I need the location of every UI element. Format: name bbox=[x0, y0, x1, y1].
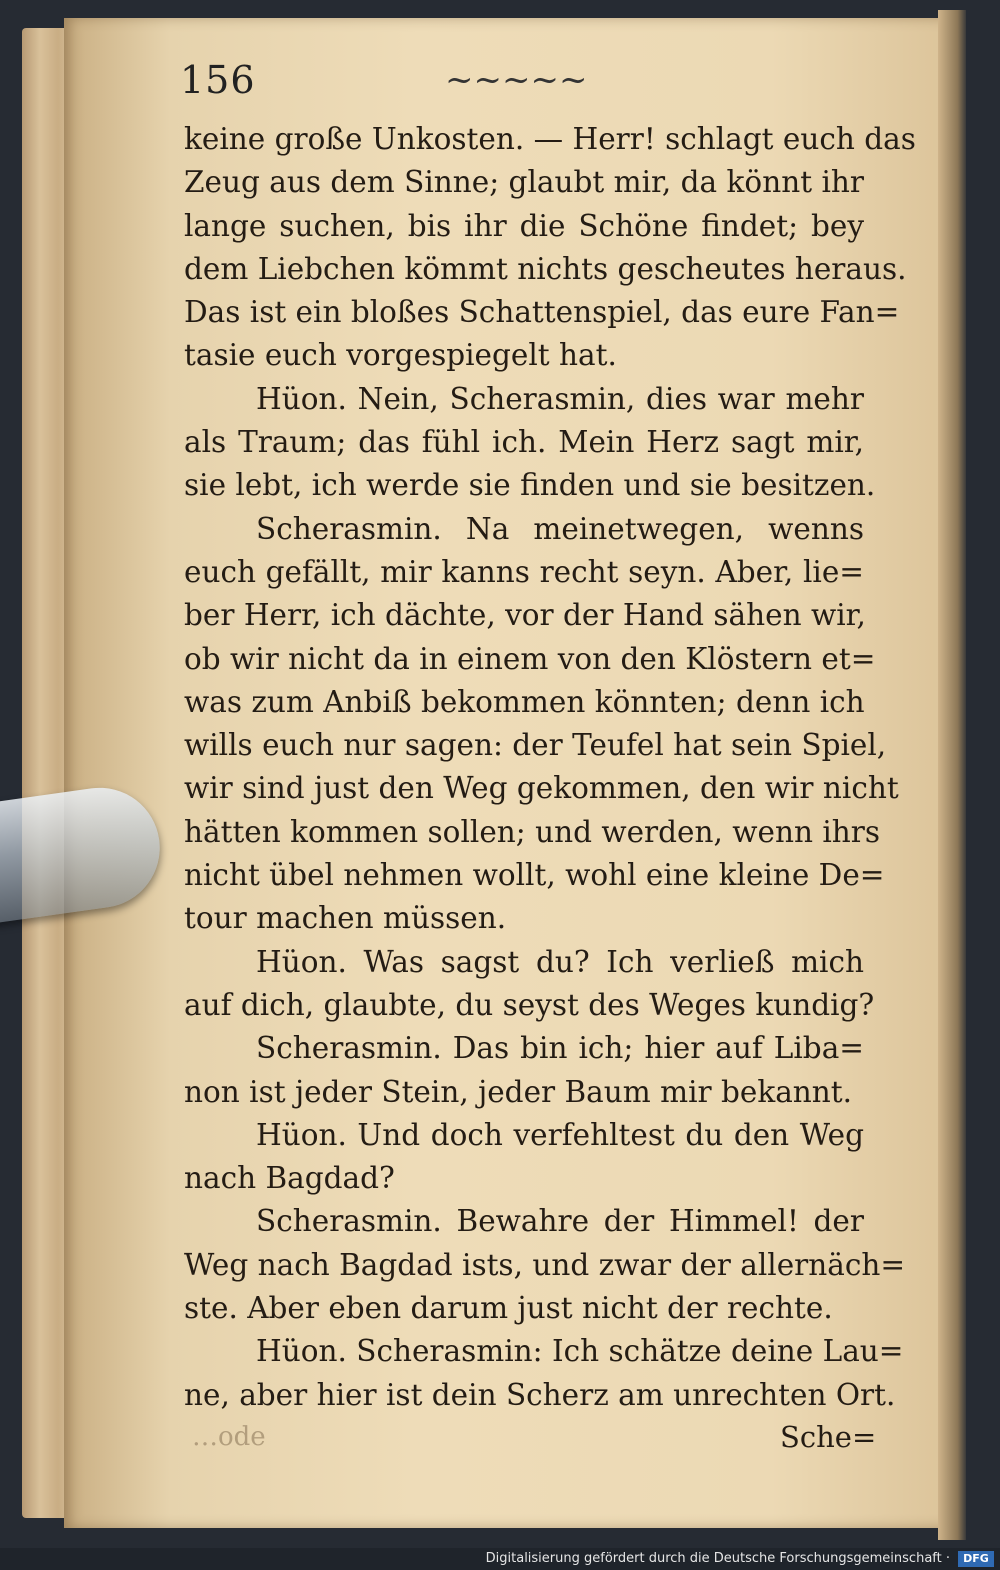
text-line: euch gefällt, mir kanns recht seyn. Aber, lie= bbox=[184, 554, 864, 589]
page-gutter bbox=[938, 10, 966, 1540]
page-text bbox=[184, 118, 916, 1417]
text-line: Hüon. Und doch verfehltest du den Weg bbox=[256, 1117, 864, 1152]
faint-stamp: …ode bbox=[192, 1422, 266, 1452]
page-number: 156 bbox=[180, 58, 256, 102]
text-line: Weg nach Bagdad ists, und zwar der allernäch= bbox=[184, 1247, 906, 1282]
digitization-footer bbox=[0, 1548, 1000, 1570]
text-line: Scherasmin. Bewahre der Himmel! der bbox=[256, 1204, 864, 1239]
dfg-logo-icon: DFG bbox=[958, 1551, 994, 1567]
text-line: tour machen müssen. bbox=[184, 901, 507, 936]
text-line: Das ist ein bloßes Schattenspiel, das eure Fan= bbox=[184, 295, 900, 330]
text-line: als Traum; das fühl ich. Mein Herz sagt mir, bbox=[184, 425, 864, 460]
text-line: lange suchen, bis ihr die Schöne findet; bey bbox=[184, 208, 864, 243]
text-line: Hüon. Nein, Scherasmin, dies war mehr bbox=[256, 381, 864, 416]
text-line: ste. Aber eben darum just nicht der rechte. bbox=[184, 1291, 833, 1326]
text-line: auf dich, glaubte, du seyst des Weges kundig? bbox=[184, 987, 875, 1022]
text-line: Scherasmin. Na meinetwegen, wenns bbox=[256, 511, 864, 546]
text-line: Hüon. Scherasmin: Ich schätze deine Lau= bbox=[256, 1334, 904, 1369]
text-line: sie lebt, ich werde sie finden und sie besitzen. bbox=[184, 468, 876, 503]
text-line: Zeug aus dem Sinne; glaubt mir, da könnt ihr bbox=[184, 165, 864, 200]
text-line: nach Bagdad? bbox=[184, 1161, 395, 1196]
text-line: tasie euch vorgespiegelt hat. bbox=[184, 338, 617, 373]
text-line: wir sind just den Weg gekommen, den wir nicht bbox=[184, 771, 899, 806]
text-line: ob wir nicht da in einem von den Klöstern et= bbox=[184, 641, 876, 676]
text-line: keine große Unkosten. — Herr! schlagt euch das bbox=[184, 122, 916, 156]
text-line: Hüon. Was sagst du? Ich verließ mich bbox=[256, 944, 864, 979]
text-line: hätten kommen sollen; und werden, wenn ihrs bbox=[184, 814, 881, 849]
text-line: ne, aber hier ist dein Scherz am unrechten Ort. bbox=[184, 1377, 896, 1412]
text-line: nicht übel nehmen wollt, wohl eine kleine De= bbox=[184, 858, 885, 893]
text-line: was zum Anbiß bekommen könnten; denn ich bbox=[184, 684, 865, 719]
footer-credit: Digitalisierung gefördert durch die Deutsche Forschungsgemeinschaft · bbox=[485, 1551, 950, 1566]
text-line: wills euch nur sagen: der Teufel hat sein Spiel, bbox=[184, 728, 887, 763]
text-line: dem Liebchen kömmt nichts gescheutes heraus. bbox=[184, 251, 907, 286]
text-line: Scherasmin. Das bin ich; hier auf Liba= bbox=[256, 1031, 864, 1066]
text-line: non ist jeder Stein, jeder Baum mir bekannt. bbox=[184, 1074, 853, 1109]
text-line: ber Herr, ich dächte, vor der Hand sähen wir, bbox=[184, 598, 866, 633]
catchword: Sche= bbox=[780, 1420, 877, 1454]
header-ornament: ~~~~~ bbox=[445, 60, 588, 100]
page-header bbox=[180, 58, 860, 108]
